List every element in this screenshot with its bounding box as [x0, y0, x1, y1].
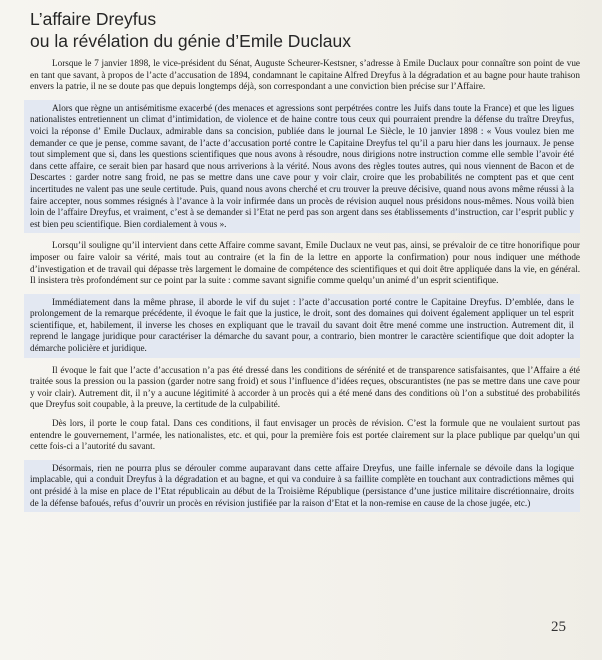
page-number: 25	[551, 619, 566, 635]
title-line-1: L’affaire Dreyfus	[30, 9, 157, 29]
page-title	[30, 8, 580, 52]
paragraph-conditions: Il évoque le fait que l’acte d’accusation n’a pas été dressé dans les conditions de sérénité et de transparence satisfaisantes, que l’Affaire a été traitée sous la pression ou la passion (garder notre sang froid) et sous l’influence d’idées reçues, obscurantistes (ne pas se mettre dans une cave pour y voir clair). Autrement dit, il n’y a aucune légitimité à accorder à un procès qui a été mené dans des conditions où l’on a substitué des probabilités que Dreyfus soit coupable, à la preuve, la certitude de la culpabilité.	[30, 364, 580, 410]
conclusion-box	[24, 460, 580, 512]
quote-box	[24, 100, 580, 234]
paragraph-comme-savant: Lorsqu’il souligne qu’il intervient dans cette Affaire comme savant, Emile Duclaux ne veut pas, ainsi, se prévaloir de ce titre honorifique pour imposer ou faire valoir sa vérité, mais tout au contraire (et la fin de la lettre en apporte la confirmation) pour nous indiquer une méthode d’investigation et de travail qui dépasse très largement le domaine de compétence des scientifiques et qui doit être appliquée dans la vie, en général. Il insistera très profondément sur ce point par la suite : comme savant signifie comme quelqu’un animé d’un esprit scientifique.	[30, 240, 580, 286]
paragraph-coup-fatal: Dès lors, il porte le coup fatal. Dans ces conditions, il faut envisager un procès de révision. C’est la formule que ne voulaient surtout pas entendre le gouvernement, l’armée, les nationalistes, etc. et qui, pour la première fois est portée clairement sur la place publique par quelqu’un qui cette fois-ci a l’autorité du savant.	[30, 418, 580, 452]
paragraph-acte-accusation: Immédiatement dans la même phrase, il aborde le vif du sujet : l’acte d’accusation porté contre le Capitaine Dreyfus. D’emblée, dans le prolongement de la remarque précédente, il évoque le fait que la justice, le droit, sont des domaines qui doivent également appliquer un tel esprit scientifique, et, habilement, il inverse les choses en expliquant que le travail du savant doit être mené comme une instruction. Autrement dit, il reprend le langage juridique pour caractériser la démarche du savant pour, a contrario, bien montrer le caractère scientifique que doit adopter la démarche policière et juridique.	[30, 296, 574, 354]
paragraph-intro: Lorsque le 7 janvier 1898, le vice-président du Sénat, Auguste Scheurer-Kestsner, s’adresse à Emile Duclaux pour connaître son point de vue en tant que savant, à propos de l’acte d’accusation de 1894, condamnant le capitaine Alfred Dreyfus à la dégradation et au bagne pour haute trahison envers la patrie, il ne se doute pas que depuis longtemps déjà, son correspondant a une conviction bien précise sur l’Affaire.	[30, 58, 580, 92]
title-line-2: ou la révélation du génie d’Emile Duclaux	[30, 31, 352, 51]
paragraph-desormais: Désormais, rien ne pourra plus se dérouler comme auparavant dans cette affaire Dreyfus, une faille infernale se dévoile dans la logique implacable, qui a conduit Dreyfus à la dégradation et au bagne, et qui va conduire à sa faillite complète en touchant aux contradictions mêmes qui ont présidé à la mise en place de l’Etat républicain au début de la Troisième République (persistance d’une justice militaire discrétionnaire, droits de la défense bafoués, refus d’ouvrir un procès en révision justifiée par la raison d’Etat et la non-remise en cause de la chose jugée, etc.)	[30, 462, 574, 508]
analysis-box	[24, 294, 580, 358]
paragraph-letter-quote: Alors que règne un antisémitisme exacerbé (des menaces et agressions sont perpétrées contre les Juifs dans toute la France) et que les ligues nationalistes entretiennent un climat d’intimidation, de violence et de haine contre tous ceux qui pourraient prendre la défense du traître Dreyfus, voici la réponse d’ Emile Duclaux, admirable dans sa concision, publiée dans le journal Le Siècle, le 10 janvier 1898 : « Vous voulez bien me demander ce que je pense, comme savant, de l’acte d’accusation porté contre le Capitaine Dreyfus tel qu’il a paru hier dans les journaux. Je pense tout simplement que si, dans les questions scientifiques que nous avons à résoudre, nous dirigions notre instruction comme elle semble l’avoir été dans cette affaire, ce serait bien par hasard que nous arriverions à la vérité. Nous avons des règles toutes autres, qui nous viennent de Bacon et de Descartes : garder notre sang froid, ne pas se mettre dans une cave pour y voir clair, croire que les probabilités ne comptent pas et que cent incertitudes ne valent pas une seule certitude. Puis, quand nous avons cherché et cru trouver la preuve décisive, quand nous avons même réussi à la faire accepter, nous sommes résignés à l’avance à la voir infirmée dans un procès de révision auquel nous présidons nous-mêmes. Nous voilà bien loin de l’affaire Dreyfus, et vraiment, c’est à se demander si l’Etat ne perd pas son argent dans ses établissements d’instruction, car l’esprit public y est bien peu scientifique. Bien cordialement à vous ».	[30, 102, 574, 229]
